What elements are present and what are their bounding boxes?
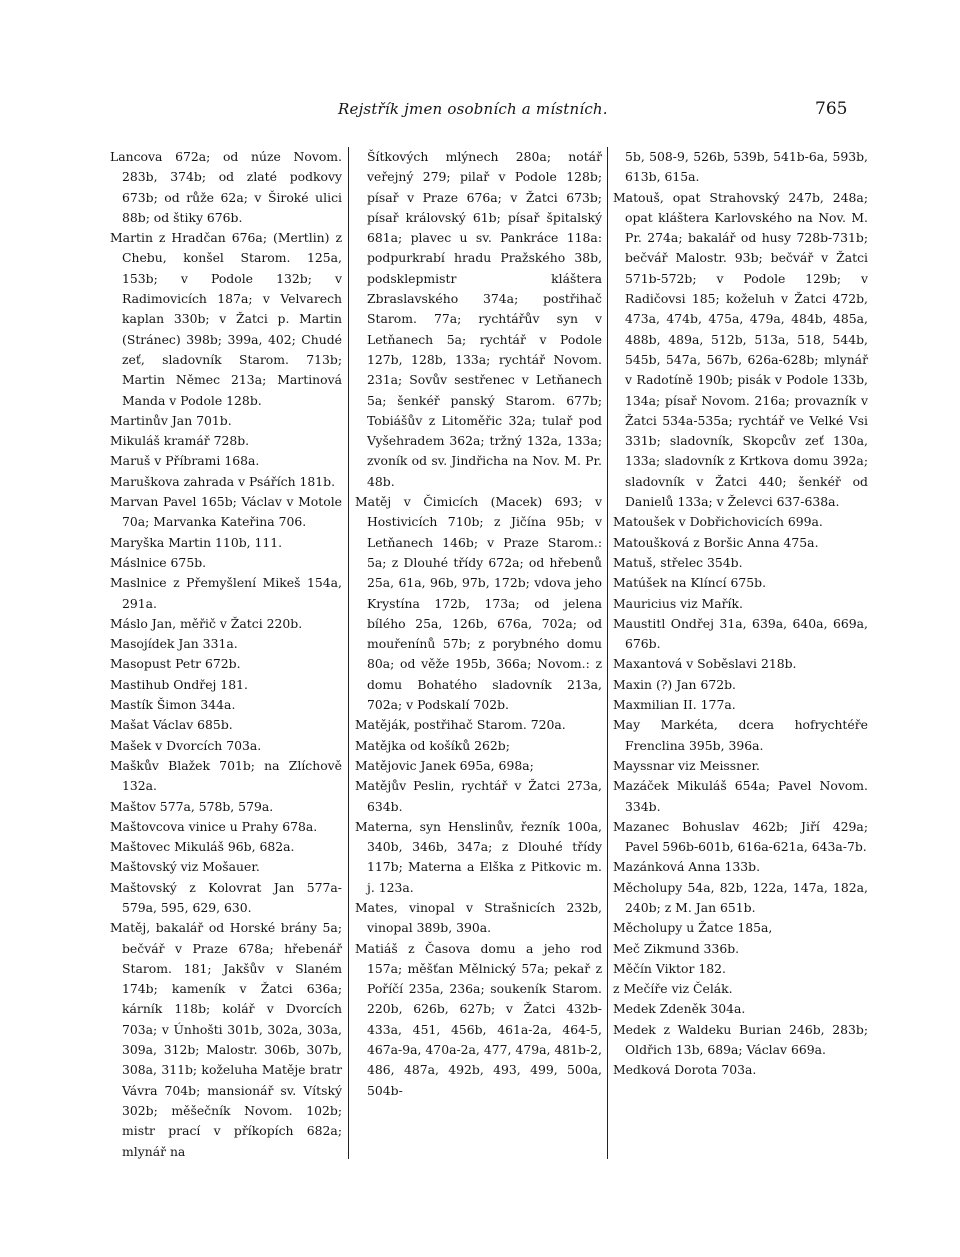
index-entry: Materna, syn Henslinův, řezník 100a, 340b, 346b, 347a; z Dlouhé třídy 117b; Materna a Elška z Pitkovic m. j. 123a. [355,818,602,895]
index-entry: Maslnice z Přemyšlení Mikeš 154a, 291a. [110,575,342,611]
index-entry: Mikuláš kramář 728b. [110,433,250,449]
index-entry: Matouš, opat Strahovský 247b, 248a; opat kláštera Karlovského na Nov. M. Pr. 274a; bakalář od husy 728b-731b; bečvář Malostr. 93b; bečvář v Žatci 571b-572b; v Podole 129b; v Radičovsi 185; koželuh v Žatci 472b, 473a, 474b, 475a, 479a, 484b, 485a, 488b, 489a, 512b, 513a, 518, 544b, 545b, 547a, 567b, 626a-628b; mlynář v Radotíně 190b; pisák v Podole 133b, 134a; písař Novom. 216a; provazník v Žatci 534a-535a; rychtář ve Velké Vsi 331b; sladovník, Skopcův zeť 130a, 133a; sladovník z Krtkova domu 392a; sladovník v Žatci 440; šenkéř od Danielů 133a; v Želevci 637-638a. [613,189,868,510]
index-entry: Mazáček Mikuláš 654a; Pavel Novom. 334b. [613,778,868,814]
index-entry: Matúšek na Klíncí 675b. [613,575,767,591]
index-entry: Maxmilian II. 177a. [613,697,736,713]
index-entry: Mastík Šimon 344a. [110,697,236,713]
index-entry: Matoušek v Dobřichovicích 699a. [613,514,823,530]
index-entry: Maštovský viz Mošauer. [110,859,260,875]
index-entry: Matěj v Čimicích (Macek) 693; v Hostivicích 710b; z Jičína 95b; v Letňanech 146b; v Praze Starom.: 5a; z Dlouhé třídy 672a; od hřebenů 25a, 61a, 96b, 97b, 172b; vdova jeho Krystína 172b, 173a; od jelena bílého 25a, 126b, 676a, 702a; od mouřenínů 57b; z porybného domu 80a; od věže 195b, 366a; Novom.: z domu Bohatého sladovník 213a, 702a; v Podskalí 702b. [355,494,602,713]
index-entry: May Markéta, dcera hofrychtéře Frenclina 395b, 396a. [613,717,868,753]
index-entry: Matějka od košíků 262b; [355,737,510,753]
column-divider [607,147,608,1159]
index-entry: Masopust Petr 672b. [110,656,241,672]
index-entry: Mazánková Anna 133b. [613,859,761,875]
index-entry: Mates, vinopal v Strašnicích 232b, vinopal 389b, 390a. [355,899,602,936]
index-entry: Maruš v Příbrami 168a. [110,453,260,469]
index-column-2 [355,147,602,1101]
index-entry: Maxin (?) Jan 672b. [613,676,736,692]
index-column-3 [613,147,868,1081]
column-divider [348,147,349,1159]
index-entry: Měcholupy u Žatce 185a, [613,920,773,936]
index-entry: Matiáš z Časova domu a jeho rod 157a; měšťan Mělnický 57a; pekař z Poříčí 235a, 236a; soukeník Starom. 220b, 626b, 627b; v Žatci 432b-433a, 451, 456b, 461a-2a, 464-5, 467a-9a, 470a-2a, 477, 479a, 481b-2, 486, 487a, 492b, 493, 499, 500a, 504b- [355,940,602,1098]
index-entry: Mastihub Ondřej 181. [110,676,248,692]
index-entry: Maštovcova vinice u Prahy 678a. [110,818,318,834]
index-entry: Martinův Jan 701b. [110,412,232,428]
index-entry: Máslo Jan, měřič v Žatci 220b. [110,615,303,631]
index-entry: Maryška Martin 110b, 111. [110,534,283,550]
index-entry: Mazanec Bohuslav 462b; Jiří 429a; Pavel 596b-601b, 616a-621a, 643a-7b. [613,818,868,855]
index-entry: Marvan Pavel 165b; Václav v Motole 70a; Marvanka Kateřina 706. [110,494,342,530]
index-entry: Medková Dorota 703a. [613,1062,757,1078]
index-entry: Maustitl Ondřej 31a, 639a, 640a, 669a, 676b. [613,615,868,652]
index-entry: Měcholupy 54a, 82b, 122a, 147a, 182a, 240b; z M. Jan 651b. [613,879,868,915]
page-number: 765 [815,99,848,119]
index-entry: Maxantová v Soběslavi 218b. [613,656,797,672]
index-entry: Máslnice 675b. [110,554,207,570]
index-entry: Měčín Viktor 182. [613,960,726,976]
index-entry: Medek z Waldeku Burian 246b, 283b; Oldřich 13b, 689a; Václav 669a. [613,1021,868,1058]
index-entry: Matěják, postřihač Starom. 720a. [355,717,566,733]
page-header [0,98,960,128]
index-entry: Maštovec Mikuláš 96b, 682a. [110,839,295,855]
index-entry: Mauricius viz Mařík. [613,595,743,611]
index-entry: Masojídek Jan 331a. [110,636,238,652]
index-entry: Maštov 577a, 578b, 579a. [110,798,274,814]
index-entry: Matějův Peslin, rychtář v Žatci 273a, 634b. [355,778,602,814]
index-entry: Lancova 672a; od núze Novom. 283b, 374b; od zlaté podkovy 673b; od růže 62a; v Široké ulici 88b; od štiky 676b. [110,149,342,225]
index-column-1 [110,147,342,1162]
index-entry: Mašek v Dvorcích 703a. [110,737,262,753]
index-entry: Mayssnar viz Meissner. [613,757,760,773]
index-entry: Matějovic Janek 695a, 698a; [355,757,534,773]
index-entry: Matěj, bakalář od Horské brány 5a; bečvář v Praze 678a; hřebenář Starom. 181; Jakšův v Slaném 174b; kameník v Žatci 636a; kárník 118b; kolář v Dvorcích 703a; v Únhošti 301b, 302a, 303a, 309a, 312b; Malostr. 306b, 307b, 308a, 311b; koželuha Matěje bratr Vávra 704b; mansionář sv. Vítský 302b; měšečník Novom. 102b; mistr prací v příkopích 682a; mlynář na [110,920,342,1159]
index-entry: Matoušková z Boršic Anna 475a. [613,534,819,550]
index-entry: Maštovský z Kolovrat Jan 577a-579a, 595, 629, 630. [110,879,342,915]
index-entry: Matuš, střelec 354b. [613,554,743,570]
index-entry-continuation: Šítkových mlýnech 280a; notář veřejný 279; pilař v Podole 128b; písař v Praze 676a; v Žatci 673b; písař královský 61b; písař špitalský 681a; plavec u sv. Pankráce 118a: podpurkrabí hradu Pražského 38b, podsklepmistr kláštera Zbraslavského 374a; postřihač Starom. 77a; rychtářův syn v Letňanech 5a; rychtář v Podole 127b, 128b, 133a; rychtář Novom. 231a; Sovův sestřenec v Letňanech 5a; šenkéř panský Starom. 677b; Tobiášův z Litoměřic 32a; tulař pod Vyšehradem 362a; tržný 132a, 133a; zvoník od sv. Jindřicha na Nov. M. Pr. 48b. [367,149,602,489]
index-entry: Mašat Václav 685b. [110,717,233,733]
running-title: Rejstřík jmen osobních a místních. [338,100,608,118]
index-entry: Meč Zikmund 336b. [613,940,740,956]
index-entry: z Mečíře viz Čelák. [613,981,733,997]
index-entry-continuation: 5b, 508-9, 526b, 539b, 541b-6a, 593b, 613b, 615a. [625,149,868,185]
index-entry: Martin z Hradčan 676a; (Mertlin) z Chebu, konšel Starom. 125a, 153b; v Podole 132b; v Radimovicích 187a; v Velvarech kaplan 330b; v Žatci p. Martin (Stránec) 398b; 399a, 402; Chudé zeť, sladovník Starom. 713b; Martin Němec 213a; Martinová Manda v Podole 128b. [110,230,342,408]
index-entry: Medek Zdeněk 304a. [613,1001,746,1017]
index-entry: Maškův Blažek 701b; na Zlíchově 132a. [110,757,342,794]
index-entry: Maruškova zahrada v Psářích 181b. [110,473,336,489]
